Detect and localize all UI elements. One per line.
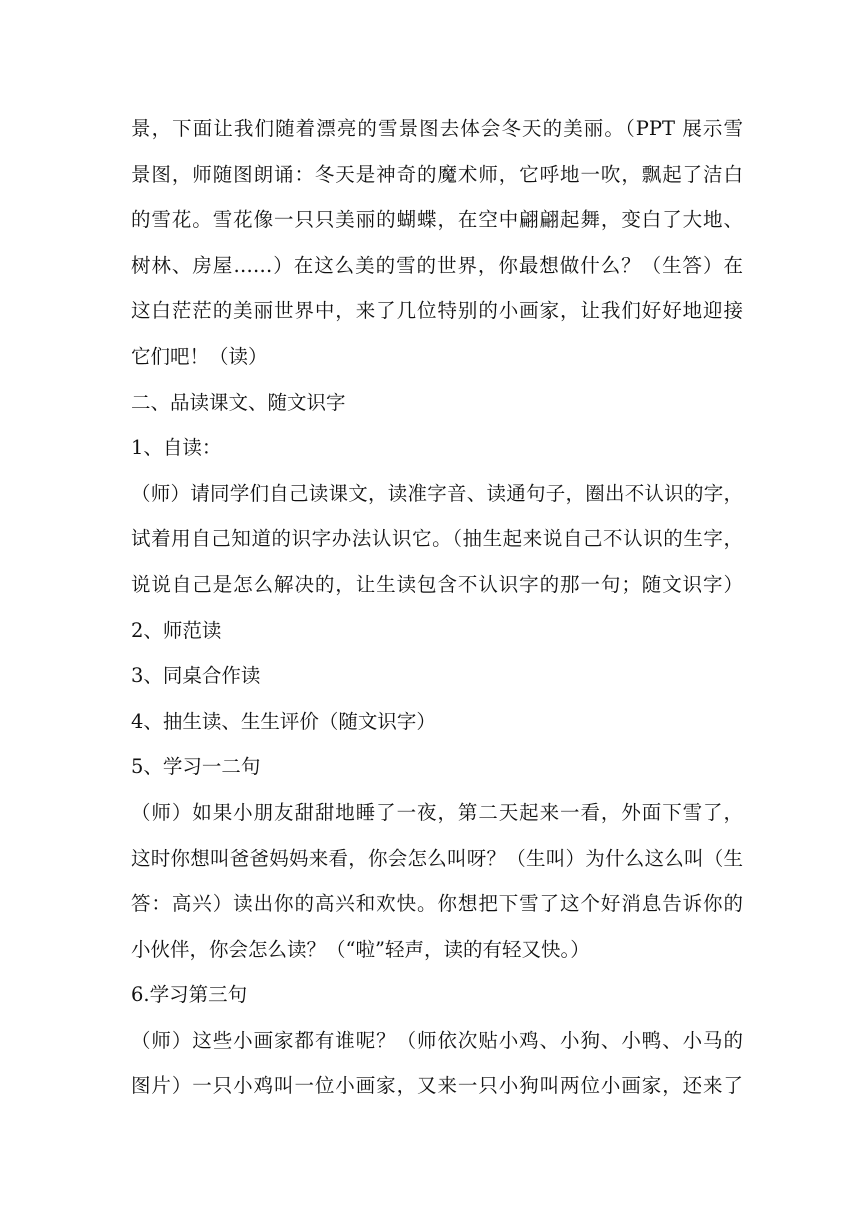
- text-line: 的雪花。雪花像一只只美丽的蝴蝶，在空中翩翩起舞，变白了大地、: [131, 208, 743, 232]
- step-heading: 2、师范读: [131, 618, 222, 642]
- text-line: 景图，师随图朗诵：冬天是神奇的魔术师，它呼地一吹，飘起了洁白: [131, 162, 743, 186]
- text-line: （师）这些小画家都有谁呢？（师依次贴小鸡、小狗、小鸭、小马的: [131, 1028, 743, 1052]
- step-heading: 1、自读：: [131, 436, 222, 460]
- section-heading: 二、品读课文、随文识字: [131, 390, 346, 414]
- text-line: 这白茫茫的美丽世界中，来了几位特别的小画家，让我们好好地迎接: [131, 299, 743, 323]
- document-body: [131, 106, 743, 1109]
- step-heading: 6.学习第三句: [131, 983, 248, 1007]
- text-line: （师）请同学们自己读课文，读准字音、读通句子，圈出不认识的字，: [131, 481, 743, 505]
- text-line: 这时你想叫爸爸妈妈来看，你会怎么叫呀？（生叫）为什么这么叫（生: [131, 846, 743, 870]
- step-heading: 3、同桌合作读: [131, 664, 261, 688]
- text-line: 小伙伴，你会怎么读？（“啦”轻声，读的有轻又快。）: [131, 937, 590, 961]
- text-line: 图片）一只小鸡叫一位小画家，又来一只小狗叫两位小画家，还来了: [131, 1074, 743, 1098]
- text-line: 它们吧！（读）: [131, 344, 268, 368]
- text-line: 景，下面让我们随着漂亮的雪景图去体会冬天的美丽。（PPT 展示雪: [131, 117, 743, 140]
- text-line: 答：高兴）读出你的高兴和欢快。你想把下雪了这个好消息告诉你的: [131, 892, 743, 916]
- text-line: 树林、房屋……）在这么美的雪的世界，你最想做什么？（生答）在: [131, 253, 743, 277]
- text-line: （师）如果小朋友甜甜地睡了一夜，第二天起来一看，外面下雪了，: [131, 800, 743, 824]
- step-heading: 4、抽生读、生生评价（随文识字）: [131, 709, 436, 733]
- text-line: 说说自己是怎么解决的，让生读包含不认识字的那一句；随文识字）: [131, 572, 743, 596]
- step-heading: 5、学习一二句: [131, 755, 261, 779]
- text-line: 试着用自己知道的识字办法认识它。（抽生起来说自己不认识的生字，: [131, 527, 743, 551]
